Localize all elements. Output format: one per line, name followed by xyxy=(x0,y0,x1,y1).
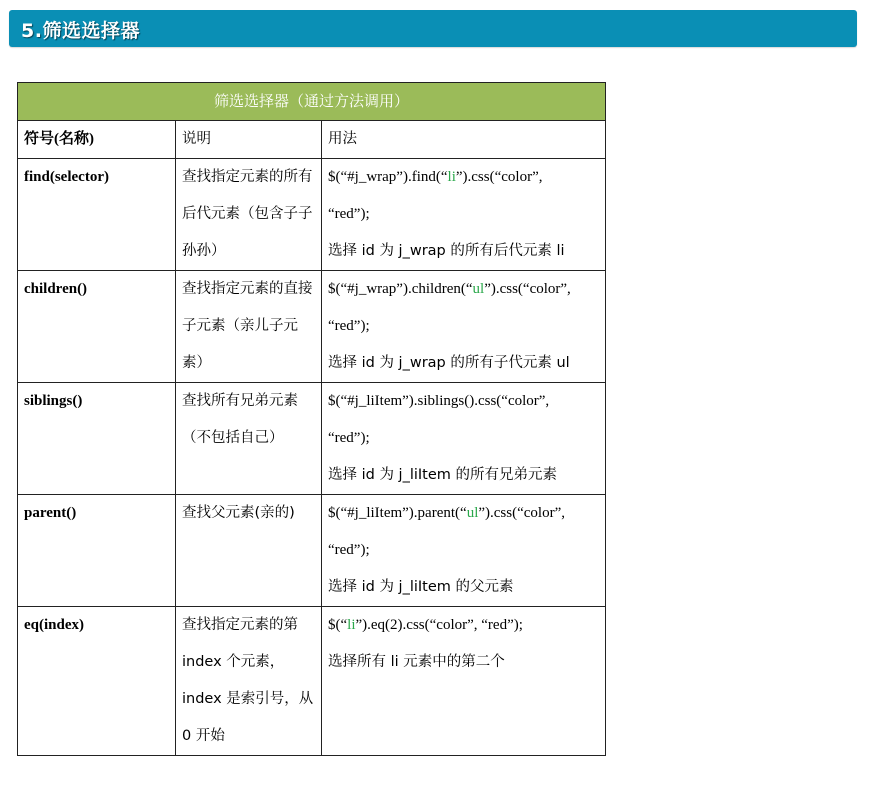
method-description: 查找指定元素的直接子元素（亲儿子元素） xyxy=(182,281,313,371)
usage-code-continuation: “red”); xyxy=(328,430,370,446)
highlight-selector: li xyxy=(447,169,456,185)
method-usage xyxy=(322,495,605,606)
table-row xyxy=(18,383,606,495)
table-header-row xyxy=(18,121,606,159)
section-header xyxy=(9,10,857,47)
usage-note: 选择 id 为 j_liItem 的父元素 xyxy=(328,579,514,595)
header-symbol: 符号(名称) xyxy=(24,131,94,147)
method-description: 查找父元素(亲的) xyxy=(182,505,295,521)
table-row xyxy=(18,271,606,383)
usage-note: 选择 id 为 j_wrap 的所有子代元素 ul xyxy=(328,355,570,371)
method-name: find(selector) xyxy=(24,169,109,185)
usage-code-line: $(“#j_liItem”).parent(“ul”).css(“color”, xyxy=(328,505,565,521)
usage-code-line: $(“#j_liItem”).siblings().css(“color”, xyxy=(328,393,550,409)
usage-code-continuation: “red”); xyxy=(328,542,370,558)
usage-code-continuation: “red”); xyxy=(328,318,370,334)
method-usage xyxy=(322,271,605,382)
method-name: children() xyxy=(24,281,88,297)
table-row xyxy=(18,159,606,271)
table-row xyxy=(18,607,606,756)
method-name: parent() xyxy=(24,505,77,521)
usage-code-line: $(“li”).eq(2).css(“color”, “red”); xyxy=(328,617,523,633)
method-name: eq(index) xyxy=(24,617,84,633)
usage-note: 选择 id 为 j_liItem 的所有兄弟元素 xyxy=(328,467,558,483)
method-usage xyxy=(322,159,605,270)
method-usage xyxy=(322,383,605,494)
usage-code-line: $(“#j_wrap”).find(“li”).css(“color”, xyxy=(328,169,543,185)
method-usage xyxy=(322,607,605,681)
method-description: 查找所有兄弟元素（不包括自己） xyxy=(182,393,298,446)
highlight-selector: ul xyxy=(466,505,479,521)
header-usage: 用法 xyxy=(328,131,357,147)
table-caption: 筛选选择器（通过方法调用） xyxy=(18,83,606,121)
usage-note: 选择所有 li 元素中的第二个 xyxy=(328,654,505,670)
highlight-selector: ul xyxy=(472,281,485,297)
section-title: 5.筛选选择器 xyxy=(21,20,140,42)
method-description: 查找指定元素的所有后代元素（包含子子孙孙） xyxy=(182,169,313,259)
usage-code-continuation: “red”); xyxy=(328,206,370,222)
table-row xyxy=(18,495,606,607)
method-name: siblings() xyxy=(24,393,83,409)
method-description: 查找指定元素的第 index 个元素，index 是索引号，从 0 开始 xyxy=(182,617,314,744)
filter-selector-table xyxy=(17,82,606,756)
usage-code-line: $(“#j_wrap”).children(“ul”).css(“color”, xyxy=(328,281,571,297)
usage-note: 选择 id 为 j_wrap 的所有后代元素 li xyxy=(328,243,565,259)
header-description: 说明 xyxy=(182,131,211,147)
highlight-selector: li xyxy=(347,617,356,633)
